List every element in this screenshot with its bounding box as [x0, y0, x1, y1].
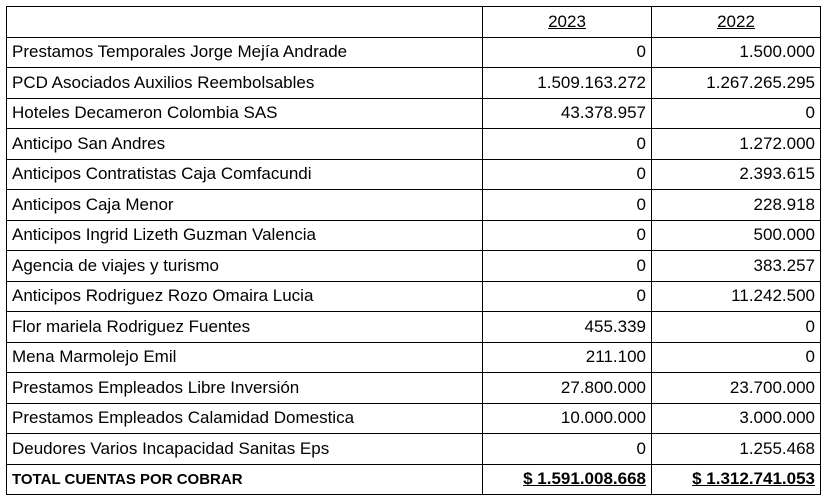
row-value-2022: 500.000 — [652, 220, 821, 251]
row-value-2022: 2.393.615 — [652, 159, 821, 190]
row-label: Agencia de viajes y turismo — [7, 251, 483, 282]
table-row — [7, 220, 821, 251]
row-value-2023: 43.378.957 — [483, 98, 652, 129]
row-label: Hoteles Decameron Colombia SAS — [7, 98, 483, 129]
table-row — [7, 373, 821, 404]
row-value-2022: 1.255.468 — [652, 434, 821, 465]
row-value-2023: 0 — [483, 434, 652, 465]
table-row — [7, 37, 821, 68]
table-row — [7, 68, 821, 99]
header-year-2022: 2022 — [652, 7, 821, 38]
total-row — [7, 464, 821, 495]
row-value-2023: 0 — [483, 37, 652, 68]
row-label: Prestamos Empleados Libre Inversión — [7, 373, 483, 404]
row-value-2022: 3.000.000 — [652, 403, 821, 434]
row-value-2023: 0 — [483, 129, 652, 160]
row-value-2022: 11.242.500 — [652, 281, 821, 312]
row-value-2022: 0 — [652, 342, 821, 373]
row-label: Mena Marmolejo Emil — [7, 342, 483, 373]
table-row — [7, 342, 821, 373]
total-label: TOTAL CUENTAS POR COBRAR — [7, 464, 483, 495]
row-label: Anticipos Rodriguez Rozo Omaira Lucia — [7, 281, 483, 312]
row-label: Prestamos Empleados Calamidad Domestica — [7, 403, 483, 434]
row-label: Deudores Varios Incapacidad Sanitas Eps — [7, 434, 483, 465]
row-label: Anticipos Ingrid Lizeth Guzman Valencia — [7, 220, 483, 251]
header-label-cell — [7, 7, 483, 38]
row-value-2023: 10.000.000 — [483, 403, 652, 434]
row-value-2023: 0 — [483, 281, 652, 312]
row-value-2022: 1.500.000 — [652, 37, 821, 68]
row-label: Flor mariela Rodriguez Fuentes — [7, 312, 483, 343]
row-value-2022: 228.918 — [652, 190, 821, 221]
header-row — [7, 7, 821, 38]
row-value-2022: 23.700.000 — [652, 373, 821, 404]
total-value-2023: $ 1.591.008.668 — [483, 464, 652, 495]
table-row — [7, 159, 821, 190]
row-value-2022: 1.272.000 — [652, 129, 821, 160]
row-label: PCD Asociados Auxilios Reembolsables — [7, 68, 483, 99]
table-row — [7, 403, 821, 434]
table-row — [7, 251, 821, 282]
row-label: Anticipos Contratistas Caja Comfacundi — [7, 159, 483, 190]
row-value-2023: 211.100 — [483, 342, 652, 373]
row-value-2023: 0 — [483, 251, 652, 282]
table-row — [7, 281, 821, 312]
table-row — [7, 98, 821, 129]
total-value-2022: $ 1.312.741.053 — [652, 464, 821, 495]
header-year-2023: 2023 — [483, 7, 652, 38]
row-value-2023: 27.800.000 — [483, 373, 652, 404]
row-value-2023: 0 — [483, 159, 652, 190]
table-row — [7, 129, 821, 160]
row-value-2022: 0 — [652, 98, 821, 129]
row-label: Anticipo San Andres — [7, 129, 483, 160]
row-value-2023: 0 — [483, 190, 652, 221]
table-row — [7, 312, 821, 343]
row-label: Prestamos Temporales Jorge Mejía Andrade — [7, 37, 483, 68]
row-value-2023: 0 — [483, 220, 652, 251]
row-value-2023: 455.339 — [483, 312, 652, 343]
table-row — [7, 190, 821, 221]
row-value-2022: 0 — [652, 312, 821, 343]
accounts-receivable-table — [6, 6, 821, 495]
row-value-2023: 1.509.163.272 — [483, 68, 652, 99]
row-value-2022: 1.267.265.295 — [652, 68, 821, 99]
table-row — [7, 434, 821, 465]
row-label: Anticipos Caja Menor — [7, 190, 483, 221]
row-value-2022: 383.257 — [652, 251, 821, 282]
